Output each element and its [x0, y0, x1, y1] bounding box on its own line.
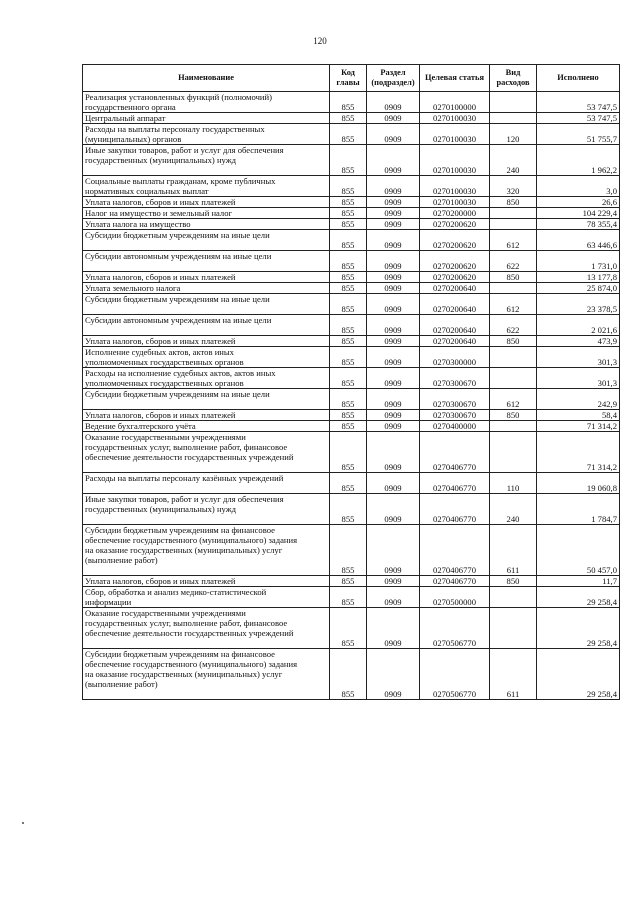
- cell-type: [490, 608, 537, 649]
- cell-amount: 71 314,2: [537, 432, 620, 473]
- cell-name: Уплата налога на имущество: [83, 219, 330, 230]
- cell-section: 0909: [367, 368, 420, 389]
- cell-section: 0909: [367, 494, 420, 525]
- table-row: [83, 389, 620, 410]
- cell-name: Субсидии бюджетным учреждениям на финансовое обеспечение государственного (муниципального) задания на оказание государственных (муниципальных) услуг (выполнение работ): [83, 649, 330, 700]
- cell-code: 855: [330, 294, 367, 315]
- cell-section: 0909: [367, 208, 420, 219]
- table-header-row: [83, 65, 620, 92]
- cell-name: Иные закупки товаров, работ и услуг для обеспечения государственных (муниципальных) нужд: [83, 145, 330, 176]
- cell-name: Субсидии бюджетным учреждениям на финансовое обеспечение государственного (муниципального) задания на оказание государственных (муниципальных) услуг (выполнение работ): [83, 525, 330, 576]
- cell-target: 0270200620: [420, 219, 490, 230]
- cell-amount: 51 755,7: [537, 124, 620, 145]
- cell-code: 855: [330, 347, 367, 368]
- header-section: Раздел (подраздел): [367, 65, 420, 92]
- cell-name: Расходы на исполнение судебных актов, актов иных уполномоченных государственных органов: [83, 368, 330, 389]
- cell-amount: 53 747,5: [537, 113, 620, 124]
- cell-amount: 26,6: [537, 197, 620, 208]
- cell-code: 855: [330, 176, 367, 197]
- cell-section: 0909: [367, 251, 420, 272]
- cell-amount: 19 060,8: [537, 473, 620, 494]
- cell-amount: 2 021,6: [537, 315, 620, 336]
- cell-type: 612: [490, 294, 537, 315]
- cell-target: 0270100030: [420, 113, 490, 124]
- header-code: Код главы: [330, 65, 367, 92]
- table-row: [83, 145, 620, 176]
- cell-amount: 1 784,7: [537, 494, 620, 525]
- cell-section: 0909: [367, 421, 420, 432]
- cell-amount: 1 731,0: [537, 251, 620, 272]
- header-name: Наименование: [83, 65, 330, 92]
- table-row: [83, 208, 620, 219]
- cell-amount: 29 258,4: [537, 649, 620, 700]
- cell-section: 0909: [367, 525, 420, 576]
- cell-type: 850: [490, 410, 537, 421]
- cell-type: [490, 368, 537, 389]
- cell-target: 0270300670: [420, 389, 490, 410]
- cell-target: 0270406770: [420, 494, 490, 525]
- header-target: Целевая статья: [420, 65, 490, 92]
- cell-section: 0909: [367, 272, 420, 283]
- cell-type: [490, 283, 537, 294]
- cell-code: 855: [330, 272, 367, 283]
- cell-target: 0270200620: [420, 272, 490, 283]
- cell-section: 0909: [367, 649, 420, 700]
- cell-type: 320: [490, 176, 537, 197]
- cell-target: 0270406770: [420, 432, 490, 473]
- cell-code: 855: [330, 368, 367, 389]
- cell-name: Субсидии автономным учреждениям на иные цели: [83, 251, 330, 272]
- table-row: [83, 576, 620, 587]
- cell-section: 0909: [367, 608, 420, 649]
- scan-mark: [22, 822, 24, 824]
- cell-type: 240: [490, 145, 537, 176]
- cell-section: 0909: [367, 92, 420, 113]
- cell-target: 0270200640: [420, 283, 490, 294]
- header-amount: Исполнено: [537, 65, 620, 92]
- cell-type: 611: [490, 649, 537, 700]
- table-row: [83, 176, 620, 197]
- cell-code: 855: [330, 608, 367, 649]
- cell-section: 0909: [367, 219, 420, 230]
- cell-code: 855: [330, 197, 367, 208]
- cell-name: Налог на имущество и земельный налог: [83, 208, 330, 219]
- cell-target: 0270200640: [420, 315, 490, 336]
- cell-name: Уплата земельного налога: [83, 283, 330, 294]
- cell-name: Исполнение судебных актов, актов иных уполномоченных государственных органов: [83, 347, 330, 368]
- cell-type: 622: [490, 315, 537, 336]
- table-row: [83, 608, 620, 649]
- cell-code: 855: [330, 208, 367, 219]
- table-row: [83, 124, 620, 145]
- cell-target: 0270200000: [420, 208, 490, 219]
- budget-table: [82, 64, 620, 700]
- cell-section: 0909: [367, 473, 420, 494]
- cell-type: [490, 421, 537, 432]
- cell-code: 855: [330, 315, 367, 336]
- cell-name: Оказание государственными учреждениями государственных услуг, выполнение работ, финансовое обеспечение деятельности государственных учреждений: [83, 608, 330, 649]
- cell-section: 0909: [367, 283, 420, 294]
- cell-code: 855: [330, 576, 367, 587]
- cell-name: Реализация установленных функций (полномочий) государственного органа: [83, 92, 330, 113]
- table-row: [83, 410, 620, 421]
- cell-name: Субсидии бюджетным учреждениям на иные цели: [83, 230, 330, 251]
- cell-target: 0270400000: [420, 421, 490, 432]
- cell-section: 0909: [367, 176, 420, 197]
- cell-target: 0270506770: [420, 649, 490, 700]
- cell-code: 855: [330, 587, 367, 608]
- cell-amount: 78 355,4: [537, 219, 620, 230]
- cell-code: 855: [330, 113, 367, 124]
- cell-amount: 25 874,0: [537, 283, 620, 294]
- table-row: [83, 587, 620, 608]
- table-row: [83, 432, 620, 473]
- cell-section: 0909: [367, 410, 420, 421]
- cell-name: Центральный аппарат: [83, 113, 330, 124]
- cell-type: 850: [490, 197, 537, 208]
- cell-target: 0270300670: [420, 368, 490, 389]
- cell-section: 0909: [367, 294, 420, 315]
- cell-name: Социальные выплаты гражданам, кроме публичных нормативных социальных выплат: [83, 176, 330, 197]
- table-row: [83, 113, 620, 124]
- cell-type: 110: [490, 473, 537, 494]
- cell-code: 855: [330, 410, 367, 421]
- cell-name: Расходы на выплаты персоналу казённых учреждений: [83, 473, 330, 494]
- cell-target: 0270200640: [420, 294, 490, 315]
- cell-amount: 104 229,4: [537, 208, 620, 219]
- cell-name: Уплата налогов, сборов и иных платежей: [83, 410, 330, 421]
- cell-target: 0270506770: [420, 608, 490, 649]
- cell-type: [490, 219, 537, 230]
- cell-name: Сбор, обработка и анализ медико-статистической информации: [83, 587, 330, 608]
- cell-name: Субсидии автономным учреждениям на иные цели: [83, 315, 330, 336]
- cell-amount: 301,3: [537, 368, 620, 389]
- cell-target: 0270300670: [420, 410, 490, 421]
- table-row: [83, 525, 620, 576]
- cell-amount: 29 258,4: [537, 608, 620, 649]
- table-row: [83, 315, 620, 336]
- cell-name: Уплата налогов, сборов и иных платежей: [83, 336, 330, 347]
- cell-code: 855: [330, 219, 367, 230]
- table-row: [83, 494, 620, 525]
- cell-type: 850: [490, 576, 537, 587]
- cell-target: 0270100030: [420, 176, 490, 197]
- cell-name: Ведение бухгалтерского учёта: [83, 421, 330, 432]
- cell-target: 0270406770: [420, 576, 490, 587]
- cell-code: 855: [330, 473, 367, 494]
- cell-type: 850: [490, 272, 537, 283]
- cell-amount: 473,9: [537, 336, 620, 347]
- table-row: [83, 230, 620, 251]
- table-row: [83, 251, 620, 272]
- cell-name: Уплата налогов, сборов и иных платежей: [83, 576, 330, 587]
- cell-amount: 13 177,8: [537, 272, 620, 283]
- header-type: Вид расходов: [490, 65, 537, 92]
- cell-target: 0270300000: [420, 347, 490, 368]
- cell-name: Иные закупки товаров, работ и услуг для обеспечения государственных (муниципальных) нужд: [83, 494, 330, 525]
- cell-amount: 50 457,0: [537, 525, 620, 576]
- cell-type: 622: [490, 251, 537, 272]
- cell-section: 0909: [367, 347, 420, 368]
- cell-code: 855: [330, 251, 367, 272]
- cell-name: Субсидии бюджетным учреждениям на иные цели: [83, 389, 330, 410]
- cell-name: Уплата налогов, сборов и иных платежей: [83, 197, 330, 208]
- cell-code: 855: [330, 230, 367, 251]
- table-row: [83, 92, 620, 113]
- cell-code: 855: [330, 336, 367, 347]
- cell-amount: 53 747,5: [537, 92, 620, 113]
- table-row: [83, 219, 620, 230]
- table-row: [83, 197, 620, 208]
- table-row: [83, 421, 620, 432]
- cell-section: 0909: [367, 336, 420, 347]
- cell-target: 0270200620: [420, 251, 490, 272]
- cell-target: 0270500000: [420, 587, 490, 608]
- cell-target: 0270200620: [420, 230, 490, 251]
- cell-amount: 1 962,2: [537, 145, 620, 176]
- table-row: [83, 347, 620, 368]
- cell-type: [490, 113, 537, 124]
- cell-amount: 301,3: [537, 347, 620, 368]
- cell-type: [490, 587, 537, 608]
- cell-target: 0270406770: [420, 525, 490, 576]
- cell-target: 0270200640: [420, 336, 490, 347]
- cell-type: [490, 208, 537, 219]
- cell-type: 611: [490, 525, 537, 576]
- table-row: [83, 283, 620, 294]
- cell-target: 0270100030: [420, 145, 490, 176]
- page-number: 120: [313, 36, 327, 46]
- cell-amount: 23 378,5: [537, 294, 620, 315]
- cell-code: 855: [330, 283, 367, 294]
- cell-type: 612: [490, 389, 537, 410]
- cell-amount: 29 258,4: [537, 587, 620, 608]
- cell-section: 0909: [367, 432, 420, 473]
- cell-section: 0909: [367, 315, 420, 336]
- cell-type: [490, 92, 537, 113]
- cell-code: 855: [330, 421, 367, 432]
- cell-type: 612: [490, 230, 537, 251]
- table-row: [83, 294, 620, 315]
- cell-section: 0909: [367, 587, 420, 608]
- cell-section: 0909: [367, 124, 420, 145]
- cell-name: Расходы на выплаты персоналу государственных (муниципальных) органов: [83, 124, 330, 145]
- cell-type: 240: [490, 494, 537, 525]
- cell-amount: 71 314,2: [537, 421, 620, 432]
- cell-amount: 3,0: [537, 176, 620, 197]
- cell-code: 855: [330, 494, 367, 525]
- cell-target: 0270100000: [420, 92, 490, 113]
- table-body: [83, 92, 620, 700]
- cell-section: 0909: [367, 389, 420, 410]
- cell-name: Субсидии бюджетным учреждениям на иные цели: [83, 294, 330, 315]
- table-row: [83, 336, 620, 347]
- cell-name: Уплата налогов, сборов и иных платежей: [83, 272, 330, 283]
- cell-type: [490, 347, 537, 368]
- cell-code: 855: [330, 432, 367, 473]
- cell-target: 0270100030: [420, 124, 490, 145]
- cell-target: 0270100030: [420, 197, 490, 208]
- cell-code: 855: [330, 124, 367, 145]
- cell-type: 120: [490, 124, 537, 145]
- cell-section: 0909: [367, 145, 420, 176]
- cell-section: 0909: [367, 113, 420, 124]
- table-row: [83, 272, 620, 283]
- cell-type: [490, 432, 537, 473]
- cell-type: 850: [490, 336, 537, 347]
- cell-section: 0909: [367, 230, 420, 251]
- cell-amount: 63 446,6: [537, 230, 620, 251]
- table-row: [83, 368, 620, 389]
- cell-amount: 11,7: [537, 576, 620, 587]
- cell-code: 855: [330, 145, 367, 176]
- cell-code: 855: [330, 389, 367, 410]
- cell-amount: 58,4: [537, 410, 620, 421]
- cell-section: 0909: [367, 576, 420, 587]
- cell-target: 0270406770: [420, 473, 490, 494]
- table-row: [83, 649, 620, 700]
- cell-section: 0909: [367, 197, 420, 208]
- cell-code: 855: [330, 525, 367, 576]
- cell-name: Оказание государственными учреждениями государственных услуг, выполнение работ, финансовое обеспечение деятельности государственных учреждений: [83, 432, 330, 473]
- cell-code: 855: [330, 649, 367, 700]
- table-row: [83, 473, 620, 494]
- cell-code: 855: [330, 92, 367, 113]
- cell-amount: 242,9: [537, 389, 620, 410]
